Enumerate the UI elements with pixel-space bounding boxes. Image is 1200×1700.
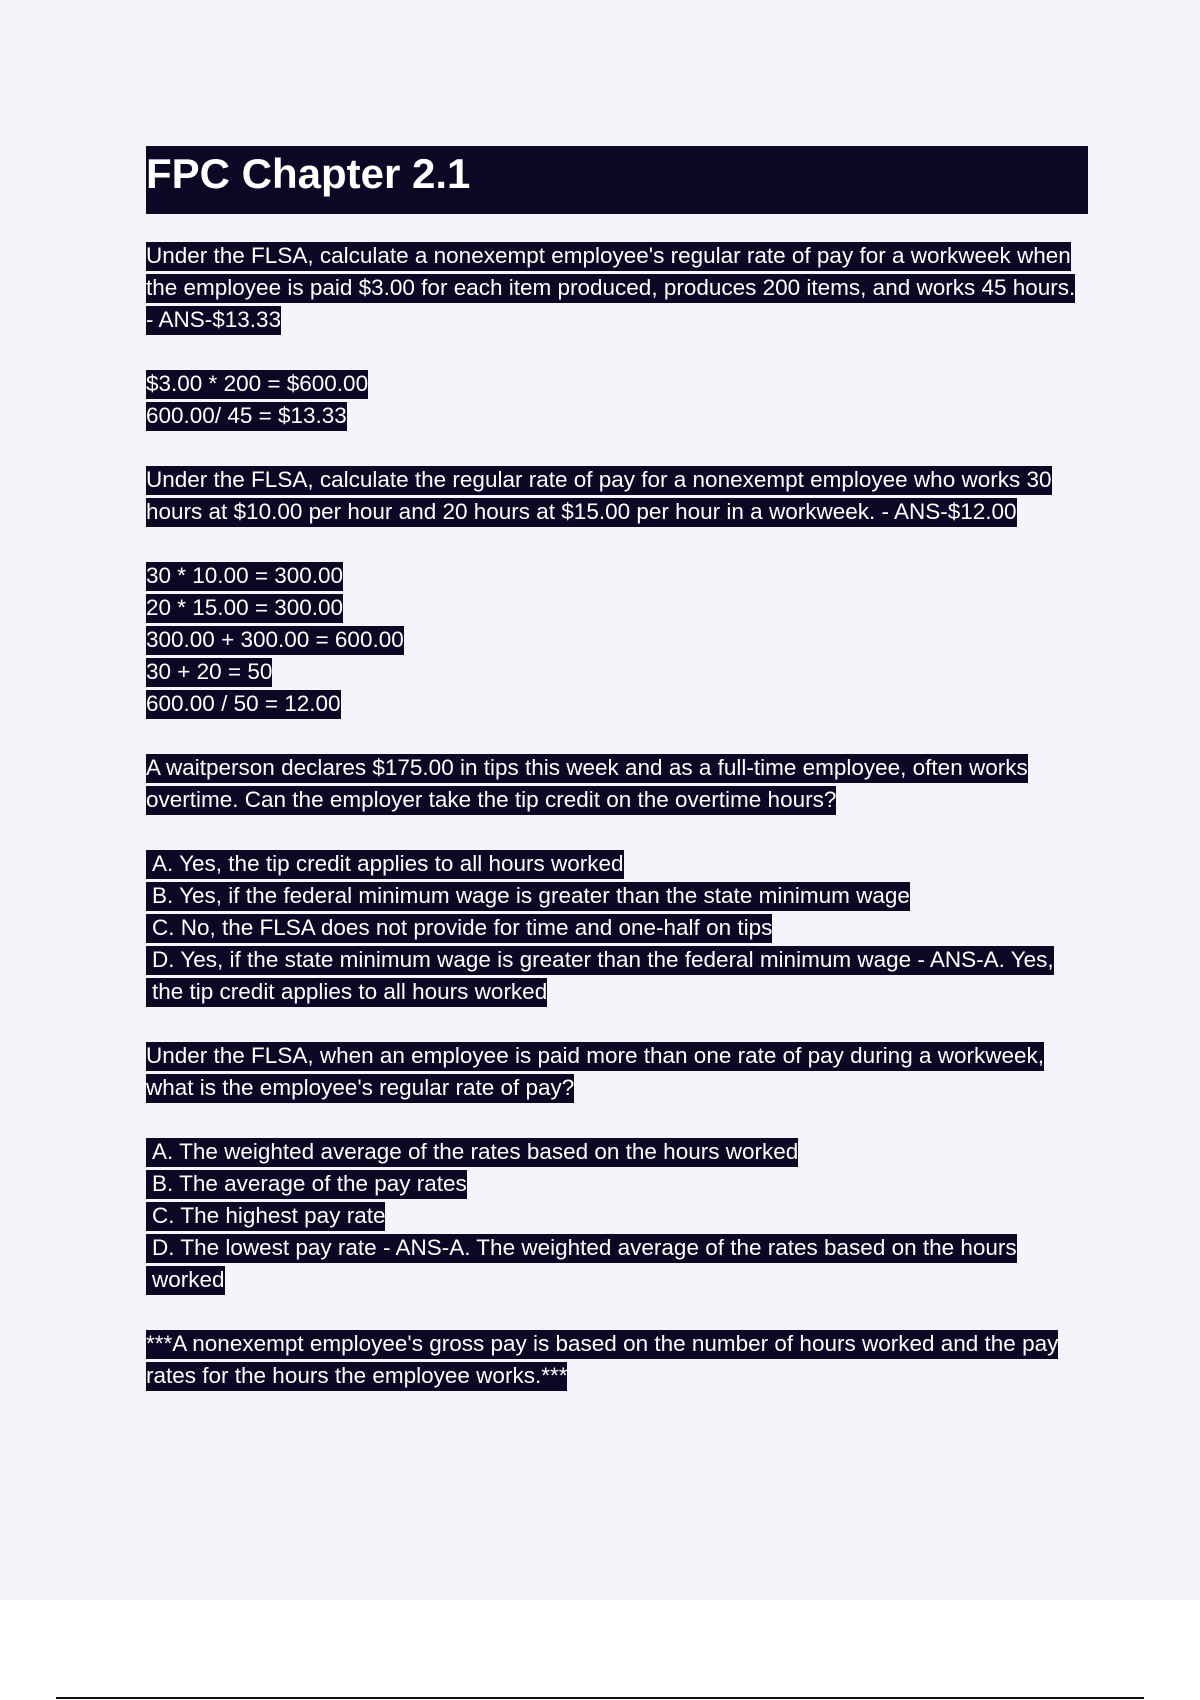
calc-line: 30 + 20 = 50 [146,658,272,687]
calc-line: 300.00 + 300.00 = 600.00 [146,626,404,655]
page-title: FPC Chapter 2.1 [146,146,1088,214]
question-4-options [146,1136,1086,1296]
question-3 [146,752,1086,816]
question-1 [146,240,1086,336]
calc-line: 30 * 10.00 = 300.00 [146,562,343,591]
calc-line: 600.00 / 50 = 12.00 [146,690,341,719]
answer-option: A. Yes, the tip credit applies to all hours worked [146,850,624,879]
footer-divider [56,1697,1144,1699]
question-text: Under the FLSA, calculate the regular rate of pay for a nonexempt employee who works 30 hours at $10.00 per hour and 20 hours at $15.00 per hour in a workweek. - ANS-$12.00 [146,466,1052,527]
answer-option: C. No, the FLSA does not provide for time and one-half on tips [146,914,772,943]
calc-line: $3.00 * 200 = $600.00 [146,370,368,399]
document-content [146,240,1086,1424]
question-text: A waitperson declares $175.00 in tips this week and as a full-time employee, often works overtime. Can the employer take the tip credit on the overtime hours? [146,754,1028,815]
answer-option: C. The highest pay rate [146,1202,385,1231]
question-4 [146,1040,1086,1104]
answer-option: A. The weighted average of the rates based on the hours worked [146,1138,798,1167]
question-text: Under the FLSA, calculate a nonexempt employee's regular rate of pay for a workweek when the employee is paid $3.00 for each item produced, produces 200 items, and works 45 hours. - ANS-$13.33 [146,242,1075,335]
answer-option: B. The average of the pay rates [146,1170,467,1199]
answer-option: D. The lowest pay rate - ANS-A. The weighted average of the rates based on the hours worked [146,1234,1017,1295]
question-2 [146,464,1086,528]
note-text: ***A nonexempt employee's gross pay is based on the number of hours worked and the pay rates for the hours the employee works.*** [146,1330,1058,1391]
answer-option: D. Yes, if the state minimum wage is greater than the federal minimum wage - ANS-A. Yes, the tip credit applies to all hours worked [146,946,1054,1007]
calc-line: 20 * 15.00 = 300.00 [146,594,343,623]
question-text: Under the FLSA, when an employee is paid more than one rate of pay during a workweek, what is the employee's regular rate of pay? [146,1042,1044,1103]
question-2-calculation [146,560,1086,720]
calc-line: 600.00/ 45 = $13.33 [146,402,347,431]
note [146,1328,1086,1392]
question-1-calculation [146,368,1086,432]
answer-option: B. Yes, if the federal minimum wage is greater than the state minimum wage [146,882,910,911]
question-3-options [146,848,1086,1008]
